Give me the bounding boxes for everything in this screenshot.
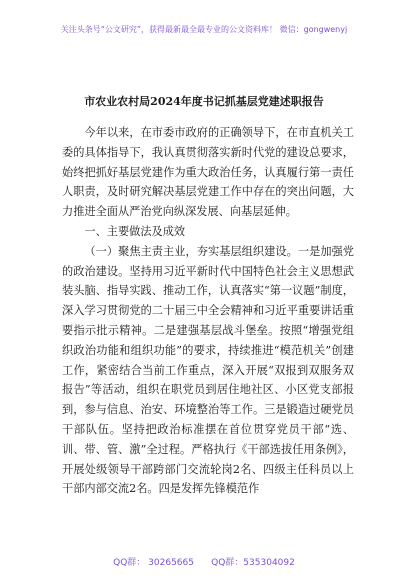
body-paragraph: 今年以来，在市委市政府的正确领导下，在市直机关工委的具体指导下，我认真贯彻落实新时代党的建设总要求，始终把抓好基层党建作为重大政治任务，认真履行第一责任人职责，及时研究解决基层党建工作中存在的突出问题，大力推进全面从严治党向纵深发展、向基层延伸。 xyxy=(62,126,354,219)
document-body xyxy=(62,123,354,499)
section-heading: 一、主要做法及成效 xyxy=(84,224,186,238)
footer-qq-groups: QQ群： 30265665 QQ群：535304092 xyxy=(113,558,295,568)
document-title: 市农业农村局2024年度书记抓基层党建述职报告 xyxy=(84,95,324,108)
header-banner: 关注头条号“公文研究”，获得最新最全最专业的公文资料库！ 微信：gongwenyj xyxy=(60,25,348,34)
body-paragraph: （一）聚焦主责主业，夯实基层组织建设。一是加强党的政治建设。坚持用习近平新时代中国特色社会主义思想武装头脑、指导实践、推动工作，认真落实“第一议题”制度，深入学习贯彻党的二十届三中全会精神和习近平重要讲话重要指示批示精神。二是建强基层战斗堡垒。按照“增强党组织政治功能和组织功能”的要求，持续推进“模范机关”创建工作，紧密结合当前工作重点，深入开展“双报到双服务双报告”等活动，组织在职党员到居住地社区、小区党支部报到，参与信息、治安、环境整治等工作。三是锻造过硬党员干部队伍。坚持把政治标准摆在首位贯穿党员干部“选、训、带、管、激”全过程。严格执行《干部选拔任用条例》，开展处级领导干部跨部门交流轮岗2名、四级主任科员以上干部内部交流2名。四是发挥先锋模范作 xyxy=(62,244,354,496)
